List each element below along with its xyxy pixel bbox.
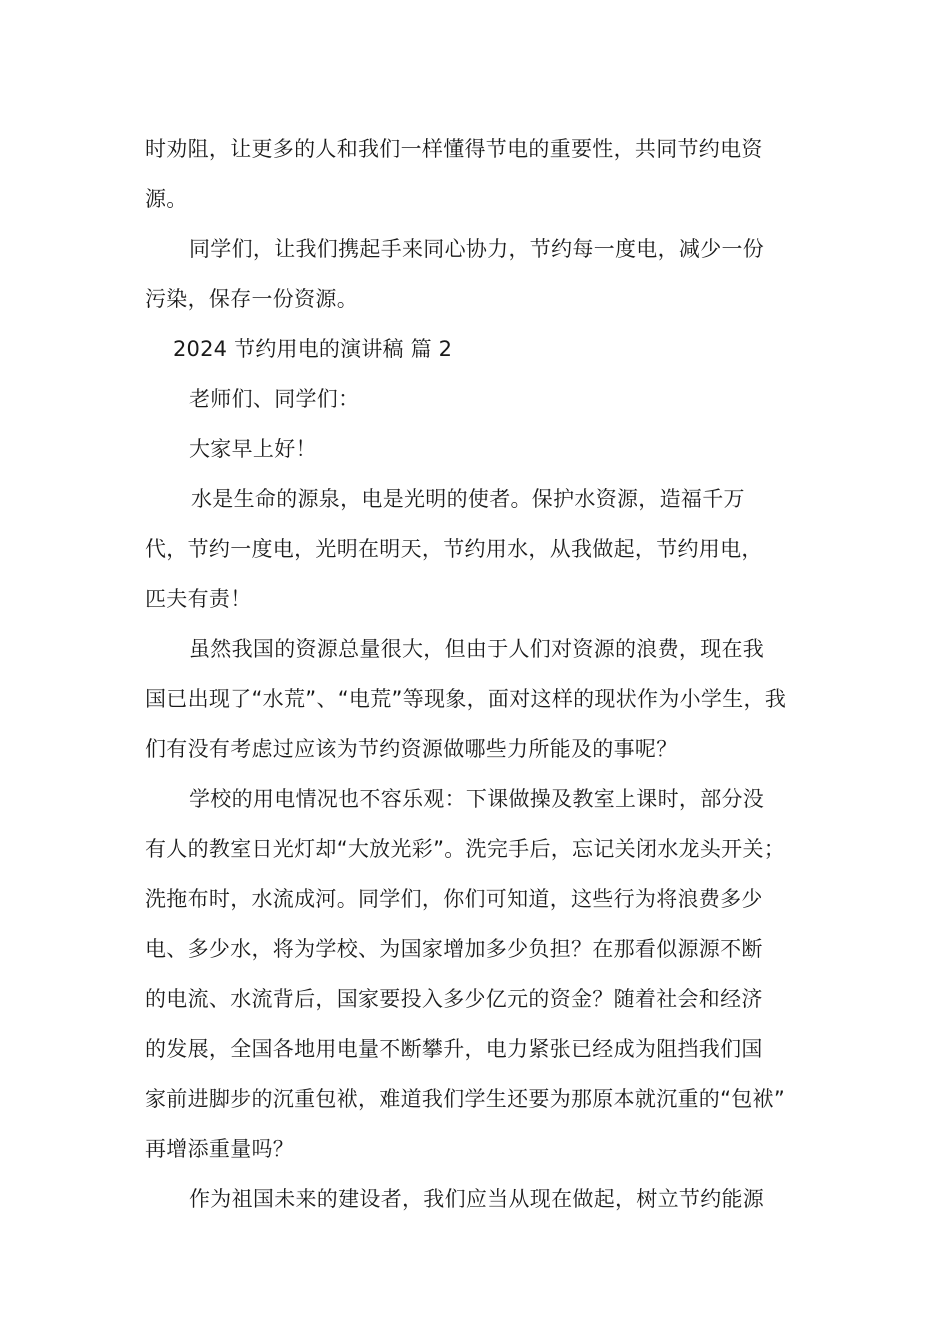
salutation: 老师们、同学们： <box>189 387 360 411</box>
text-line: 时劝阻，让更多的人和我们一样懂得节电的重要性，共同节约电资 <box>145 137 763 161</box>
paragraph-start: 学校的用电情况也不容乐观：下课做操及教室上课时，部分没 <box>189 787 765 811</box>
text-line: 再增添重量吗？ <box>145 1137 295 1161</box>
paragraph-start: 虽然我国的资源总量很大，但由于人们对资源的浪费，现在我 <box>189 637 765 661</box>
document-body <box>145 124 810 1224</box>
paragraph-start: 同学们，让我们携起手来同心协力，节约每一度电，减少一份 <box>189 237 765 261</box>
text-line: 源。 <box>145 187 188 211</box>
text-line: 电、多少水，将为学校、为国家增加多少负担？在那看似源源不断 <box>145 937 763 961</box>
text-line: 国已出现了“水荒”、“电荒”等现象，面对这样的现状作为小学生，我 <box>145 687 787 711</box>
text-line: 洗拖布时，水流成河。同学们，你们可知道，这些行为将浪费多少 <box>145 887 763 911</box>
text-line: 污染，保存一份资源。 <box>145 287 358 311</box>
paragraph-start: 作为祖国未来的建设者，我们应当从现在做起，树立节约能源 <box>189 1187 765 1211</box>
text-line: 们有没有考虑过应该为节约资源做哪些力所能及的事呢？ <box>145 737 678 761</box>
text-line: 的发展，全国各地用电量不断攀升，电力紧张已经成为阻挡我们国 <box>145 1037 763 1061</box>
paragraph-start: 水是生命的源泉，电是光明的使者。保护水资源，造福千万 <box>191 487 745 511</box>
text-line: 的电流、水流背后，国家要投入多少亿元的资金？随着社会和经济 <box>145 987 763 1011</box>
text-line: 匹夫有责！ <box>145 587 252 611</box>
text-line: 代，节约一度电，光明在明天，节约用水，从我做起，节约用电， <box>145 537 763 561</box>
text-line: 有人的教室日光灯却“大放光彩”。洗完手后，忘记关闭水龙头开关； <box>145 837 786 861</box>
section-heading: 2024 节约用电的演讲稿 篇 2 <box>173 337 453 361</box>
greeting: 大家早上好！ <box>189 437 317 461</box>
text-line: 家前进脚步的沉重包袱，难道我们学生还要为那原本就沉重的“包袱” <box>145 1087 786 1111</box>
